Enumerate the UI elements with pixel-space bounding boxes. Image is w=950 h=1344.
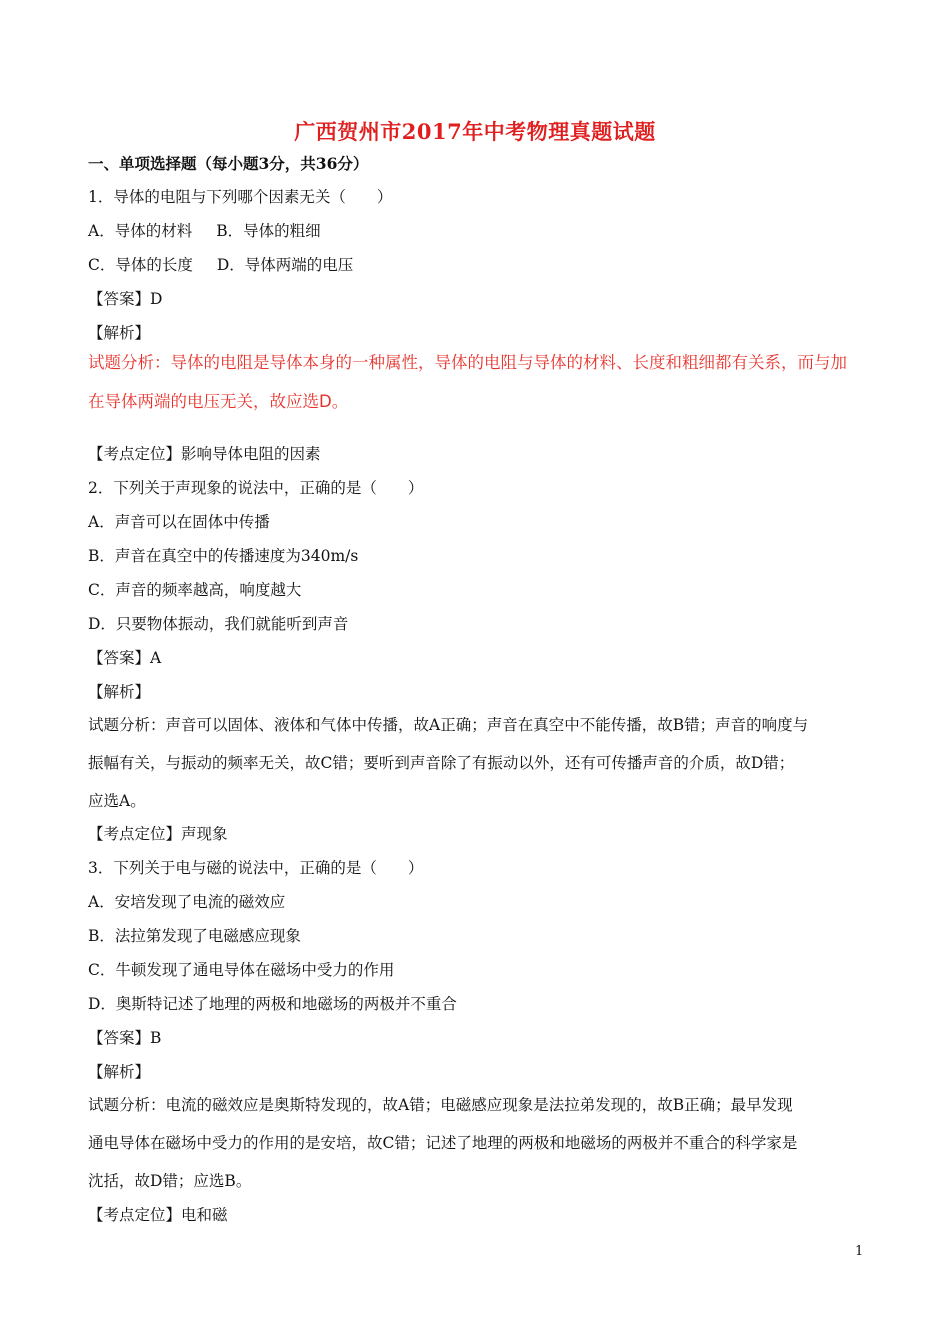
q3-option-b: B．法拉第发现了电磁感应现象 bbox=[88, 927, 301, 945]
q1-option-c: C．导体的长度 bbox=[88, 256, 193, 274]
q1-analysis-line2: 在导体两端的电压无关，故应选D。 bbox=[88, 392, 349, 411]
q1-analysis-line1: 试题分析：导体的电阻是导体本身的一种属性，导体的电阻与导体的材料、长度和粗细都有关系，而与加 bbox=[88, 353, 847, 372]
q3-stem: 3．下列关于电与磁的说法中，正确的是（ ） bbox=[88, 859, 424, 877]
q2-analysis-line3: 应选A。 bbox=[88, 792, 146, 810]
page-number: 1 bbox=[855, 1244, 864, 1259]
q2-option-c: C．声音的频率越高，响度越大 bbox=[88, 581, 302, 599]
q1-analysis-label: 【解析】 bbox=[88, 324, 151, 342]
q1-option-b: B．导体的粗细 bbox=[216, 222, 321, 240]
q1-stem: 1．导体的电阻与下列哪个因素无关（ ） bbox=[88, 188, 393, 206]
q1-knowledge-point: 【考点定位】影响导体电阻的因素 bbox=[88, 445, 321, 463]
q3-analysis-label: 【解析】 bbox=[88, 1063, 151, 1081]
q1-option-d: D．导体两端的电压 bbox=[216, 256, 354, 274]
q3-option-a: A．安培发现了电流的磁效应 bbox=[88, 893, 286, 911]
q2-analysis-line1: 试题分析：声音可以固体、液体和气体中传播，故A正确；声音在真空中不能传播，故B错；声音的响度与 bbox=[88, 716, 809, 734]
q2-analysis-label: 【解析】 bbox=[88, 683, 151, 701]
q3-analysis-line1: 试题分析：电流的磁效应是奥斯特发现的，故A错；电磁感应现象是法拉弟发现的，故B正确；最早发现 bbox=[88, 1096, 793, 1114]
q2-option-d: D．只要物体振动，我们就能听到声音 bbox=[88, 615, 349, 633]
q3-analysis-line2: 通电导体在磁场中受力的作用的是安培，故C错；记述了地理的两极和地磁场的两极并不重合的科学家是 bbox=[88, 1134, 798, 1152]
q2-knowledge-point: 【考点定位】声现象 bbox=[88, 825, 228, 843]
q1-options-row1 bbox=[88, 220, 321, 242]
q2-answer: 【答案】A bbox=[88, 649, 162, 667]
q2-analysis-line2: 振幅有关，与振动的频率无关，故C错；要听到声音除了有振动以外，还有可传播声音的介质，故D错； bbox=[88, 754, 795, 772]
section-heading: 一、单项选择题（每小题3分，共36分） bbox=[88, 154, 369, 173]
q2-option-a: A．声音可以在固体中传播 bbox=[88, 513, 270, 531]
q3-knowledge-point: 【考点定位】电和磁 bbox=[88, 1206, 228, 1224]
q3-option-d: D．奥斯特记述了地理的两极和地磁场的两极并不重合 bbox=[88, 995, 457, 1013]
q3-analysis-line3: 沈括，故D错；应选B。 bbox=[88, 1172, 252, 1190]
q2-stem: 2．下列关于声现象的说法中，正确的是（ ） bbox=[88, 479, 424, 497]
q3-option-c: C．牛顿发现了通电导体在磁场中受力的作用 bbox=[88, 961, 395, 979]
q1-options-row2 bbox=[88, 254, 353, 276]
q1-answer: 【答案】D bbox=[88, 290, 163, 308]
q1-option-a: A．导体的材料 bbox=[88, 222, 193, 240]
q2-option-b: B．声音在真空中的传播速度为340m/s bbox=[88, 547, 359, 565]
document-title: 广西贺州市2017年中考物理真题试题 bbox=[294, 119, 656, 144]
q3-answer: 【答案】B bbox=[88, 1029, 162, 1047]
